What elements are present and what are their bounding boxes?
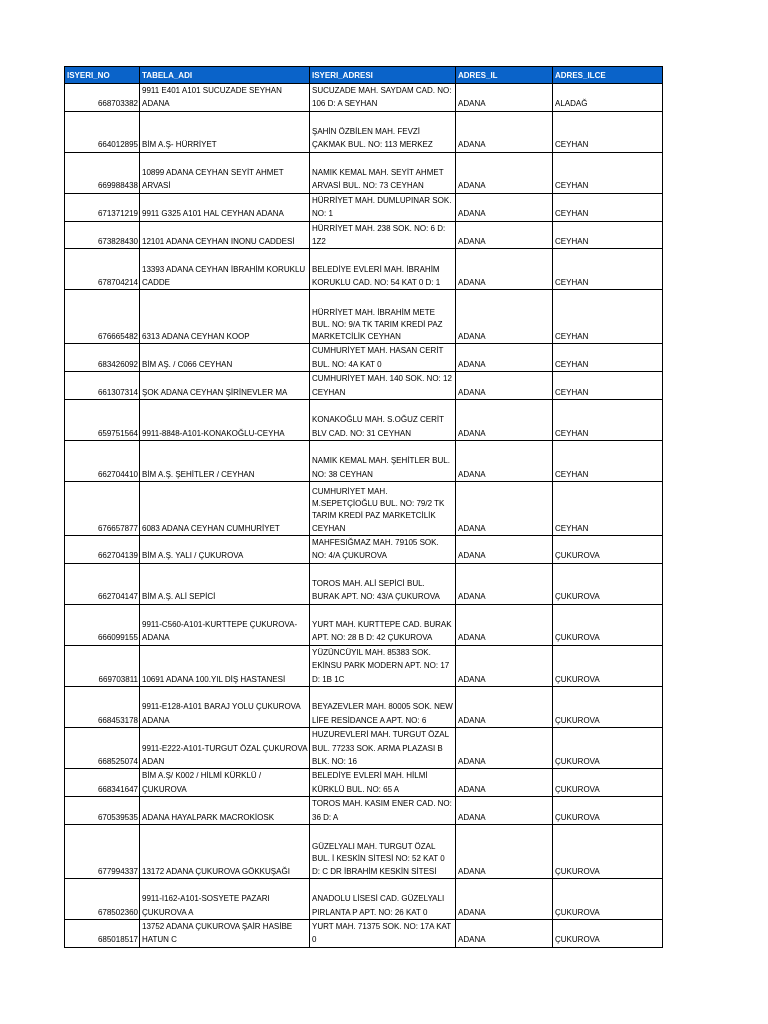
cell-adres-ilce: CEYHAN xyxy=(553,482,663,536)
table-row xyxy=(65,111,663,152)
table-row xyxy=(65,249,663,290)
cell-tabela-adi: 6313 ADANA CEYHAN KOOP xyxy=(140,290,310,344)
cell-isyeri-no: 683426092 xyxy=(65,344,140,372)
cell-isyeri-adresi: SUCUZADE MAH. SAYDAM CAD. NO: 106 D: A SEYHAN xyxy=(310,84,456,112)
cell-tabela-adi: BİM A.Ş/ K002 / HİLMİ KÜRKLÜ / ÇUKUROVA xyxy=(140,769,310,797)
table-header xyxy=(65,67,663,84)
table-row xyxy=(65,536,663,564)
cell-isyeri-no: 673828430 xyxy=(65,221,140,249)
cell-isyeri-adresi: CUMHURİYET MAH. 140 SOK. NO: 12 CEYHAN xyxy=(310,372,456,400)
cell-tabela-adi: 9911 E401 A101 SUCUZADE SEYHAN ADANA xyxy=(140,84,310,112)
cell-adres-il: ADANA xyxy=(456,372,553,400)
cell-adres-ilce: ÇUKUROVA xyxy=(553,728,663,769)
cell-isyeri-adresi: CUMHURİYET MAH. HASAN CERİT BUL. NO: 4A KAT 0 xyxy=(310,344,456,372)
cell-adres-il: ADANA xyxy=(456,152,553,193)
cell-adres-il: ADANA xyxy=(456,84,553,112)
cell-adres-il: ADANA xyxy=(456,563,553,604)
cell-isyeri-adresi: HÜRRİYET MAH. 238 SOK. NO: 6 D: 1Z2 xyxy=(310,221,456,249)
cell-isyeri-adresi: ŞAHİN ÖZBİLEN MAH. FEVZİ ÇAKMAK BUL. NO: 113 MERKEZ xyxy=(310,111,456,152)
cell-tabela-adi: 10691 ADANA 100.YIL DİŞ HASTANESİ xyxy=(140,645,310,686)
cell-isyeri-adresi: NAMIK KEMAL MAH. SEYİT AHMET ARVASİ BUL. NO: 73 CEYHAN xyxy=(310,152,456,193)
cell-adres-il: ADANA xyxy=(456,769,553,797)
table-body xyxy=(65,84,663,948)
cell-tabela-adi: 6083 ADANA CEYHAN CUMHURİYET xyxy=(140,482,310,536)
cell-isyeri-no: 685018517 xyxy=(65,919,140,947)
cell-isyeri-no: 669988438 xyxy=(65,152,140,193)
cell-adres-ilce: CEYHAN xyxy=(553,221,663,249)
cell-isyeri-no: 659751564 xyxy=(65,400,140,441)
cell-tabela-adi: 9911-I162-A101-SOSYETE PAZARI ÇUKUROVA A xyxy=(140,878,310,919)
cell-adres-ilce: ÇUKUROVA xyxy=(553,824,663,878)
cell-isyeri-no: 678502360 xyxy=(65,878,140,919)
cell-adres-ilce: ÇUKUROVA xyxy=(553,878,663,919)
cell-isyeri-no: 668341647 xyxy=(65,769,140,797)
cell-adres-ilce: ÇUKUROVA xyxy=(553,604,663,645)
cell-isyeri-adresi: YURT MAH. KURTTEPE CAD. BURAK APT. NO: 28 B D: 42 ÇUKUROVA xyxy=(310,604,456,645)
header-adres-ilce: ADRES_ILCE xyxy=(553,67,663,84)
cell-isyeri-no: 678704214 xyxy=(65,249,140,290)
cell-isyeri-no: 677994337 xyxy=(65,824,140,878)
cell-adres-il: ADANA xyxy=(456,878,553,919)
cell-adres-ilce: CEYHAN xyxy=(553,400,663,441)
cell-adres-il: ADANA xyxy=(456,824,553,878)
table-row xyxy=(65,372,663,400)
cell-isyeri-no: 661307314 xyxy=(65,372,140,400)
cell-isyeri-adresi: TOROS MAH. ALİ SEPİCİ BUL. BURAK APT. NO: 43/A ÇUKUROVA xyxy=(310,563,456,604)
cell-tabela-adi: BİM A.Ş. ŞEHİTLER / CEYHAN xyxy=(140,441,310,482)
cell-adres-il: ADANA xyxy=(456,193,553,221)
cell-adres-ilce: CEYHAN xyxy=(553,193,663,221)
cell-tabela-adi: 10899 ADANA CEYHAN SEYİT AHMET ARVASİ xyxy=(140,152,310,193)
table-row xyxy=(65,400,663,441)
cell-tabela-adi: 9911-8848-A101-KONAKOĞLU-CEYHA xyxy=(140,400,310,441)
cell-isyeri-adresi: BELEDİYE EVLERİ MAH. HİLMİ KÜRKLÜ BUL. NO: 65 A xyxy=(310,769,456,797)
table-row xyxy=(65,604,663,645)
cell-tabela-adi: ADANA HAYALPARK MACROKİOSK xyxy=(140,797,310,825)
cell-tabela-adi: BİM A.Ş- HÜRRİYET xyxy=(140,111,310,152)
cell-isyeri-no: 666099155 xyxy=(65,604,140,645)
cell-adres-il: ADANA xyxy=(456,645,553,686)
cell-adres-ilce: CEYHAN xyxy=(553,441,663,482)
header-isyeri-adresi: ISYERI_ADRESI xyxy=(310,67,456,84)
data-table xyxy=(64,66,663,948)
cell-adres-ilce: CEYHAN xyxy=(553,111,663,152)
cell-adres-ilce: CEYHAN xyxy=(553,344,663,372)
cell-adres-il: ADANA xyxy=(456,536,553,564)
cell-adres-ilce: ÇUKUROVA xyxy=(553,797,663,825)
cell-tabela-adi: 9911-C560-A101-KURTTEPE ÇUKUROVA-ADANA xyxy=(140,604,310,645)
cell-adres-ilce: ÇUKUROVA xyxy=(553,687,663,728)
cell-adres-ilce: ÇUKUROVA xyxy=(553,536,663,564)
cell-adres-il: ADANA xyxy=(456,290,553,344)
cell-tabela-adi: BİM A.Ş. ALİ SEPİCİ xyxy=(140,563,310,604)
table-row xyxy=(65,563,663,604)
table-row xyxy=(65,919,663,947)
cell-isyeri-adresi: TOROS MAH. KASIM ENER CAD. NO: 36 D: A xyxy=(310,797,456,825)
cell-adres-ilce: CEYHAN xyxy=(553,152,663,193)
cell-adres-il: ADANA xyxy=(456,221,553,249)
cell-adres-il: ADANA xyxy=(456,111,553,152)
cell-adres-ilce: ÇUKUROVA xyxy=(553,919,663,947)
header-adres-il: ADRES_IL xyxy=(456,67,553,84)
cell-isyeri-no: 670539535 xyxy=(65,797,140,825)
cell-adres-ilce: CEYHAN xyxy=(553,249,663,290)
cell-tabela-adi: BİM A.Ş. YALI / ÇUKUROVA xyxy=(140,536,310,564)
cell-adres-il: ADANA xyxy=(456,687,553,728)
cell-adres-ilce: CEYHAN xyxy=(553,372,663,400)
table-row xyxy=(65,482,663,536)
table-row xyxy=(65,769,663,797)
cell-isyeri-no: 668703382 xyxy=(65,84,140,112)
cell-adres-il: ADANA xyxy=(456,604,553,645)
table-row xyxy=(65,193,663,221)
cell-tabela-adi: 13752 ADANA ÇUKUROVA ŞAİR HASİBE HATUN C xyxy=(140,919,310,947)
cell-tabela-adi: BİM AŞ. / C066 CEYHAN xyxy=(140,344,310,372)
cell-isyeri-adresi: ANADOLU LİSESİ CAD. GÜZELYALI PIRLANTA P APT. NO: 26 KAT 0 xyxy=(310,878,456,919)
cell-isyeri-adresi: MAHFESIĞMAZ MAH. 79105 SOK. NO: 4/A ÇUKUROVA xyxy=(310,536,456,564)
cell-adres-il: ADANA xyxy=(456,400,553,441)
cell-adres-il: ADANA xyxy=(456,728,553,769)
cell-tabela-adi: 9911-E222-A101-TURGUT ÖZAL ÇUKUROVA ADAN xyxy=(140,728,310,769)
cell-isyeri-no: 662704139 xyxy=(65,536,140,564)
cell-isyeri-adresi: YURT MAH. 71375 SOK. NO: 17A KAT 0 xyxy=(310,919,456,947)
cell-tabela-adi: 13172 ADANA ÇUKUROVA GÖKKUŞAĞI xyxy=(140,824,310,878)
cell-tabela-adi: 12101 ADANA CEYHAN INONU CADDESİ xyxy=(140,221,310,249)
cell-isyeri-no: 668453178 xyxy=(65,687,140,728)
cell-adres-ilce: ÇUKUROVA xyxy=(553,563,663,604)
table-row xyxy=(65,84,663,112)
cell-isyeri-no: 669703811 xyxy=(65,645,140,686)
cell-isyeri-no: 676665482 xyxy=(65,290,140,344)
cell-isyeri-adresi: NAMIK KEMAL MAH. ŞEHİTLER BUL. NO: 38 CEYHAN xyxy=(310,441,456,482)
cell-isyeri-adresi: YÜZÜNCÜYIL MAH. 85383 SOK. EKİNSU PARK MODERN APT. NO: 17 D: 1B 1C xyxy=(310,645,456,686)
table-row xyxy=(65,728,663,769)
table-row xyxy=(65,441,663,482)
table-row xyxy=(65,152,663,193)
cell-adres-il: ADANA xyxy=(456,919,553,947)
cell-adres-ilce: ÇUKUROVA xyxy=(553,769,663,797)
cell-adres-il: ADANA xyxy=(456,482,553,536)
table-row xyxy=(65,221,663,249)
table-row xyxy=(65,645,663,686)
cell-adres-il: ADANA xyxy=(456,249,553,290)
cell-adres-il: ADANA xyxy=(456,797,553,825)
cell-isyeri-no: 668525074 xyxy=(65,728,140,769)
cell-isyeri-adresi: HÜRRİYET MAH. DUMLUPINAR SOK. NO: 1 xyxy=(310,193,456,221)
cell-isyeri-no: 662704147 xyxy=(65,563,140,604)
cell-isyeri-no: 662704410 xyxy=(65,441,140,482)
cell-tabela-adi: 13393 ADANA CEYHAN İBRAHİM KORUKLU CADDE xyxy=(140,249,310,290)
cell-tabela-adi: ŞOK ADANA CEYHAN ŞİRİNEVLER MA xyxy=(140,372,310,400)
header-row xyxy=(65,67,663,84)
cell-isyeri-adresi: HUZUREVLERİ MAH. TURGUT ÖZAL BUL. 77233 SOK. ARMA PLAZASI B BLK. NO: 16 xyxy=(310,728,456,769)
cell-tabela-adi: 9911-E128-A101 BARAJ YOLU ÇUKUROVA ADANA xyxy=(140,687,310,728)
cell-isyeri-no: 676657877 xyxy=(65,482,140,536)
cell-adres-il: ADANA xyxy=(456,344,553,372)
cell-isyeri-adresi: GÜZELYALI MAH. TURGUT ÖZAL BUL. İ KESKİN SİTESİ NO: 52 KAT 0 D: C DR İBRAHİM KESKİN SİTESİ xyxy=(310,824,456,878)
cell-adres-ilce: CEYHAN xyxy=(553,290,663,344)
header-tabela-adi: TABELA_ADI xyxy=(140,67,310,84)
cell-isyeri-adresi: HÜRRİYET MAH. İBRAHİM METE BUL. NO: 9/A TK TARIM KREDİ PAZ MARKETCİLİK CEYHAN xyxy=(310,290,456,344)
cell-adres-ilce: ÇUKUROVA xyxy=(553,645,663,686)
cell-tabela-adi: 9911 G325 A101 HAL CEYHAN ADANA xyxy=(140,193,310,221)
cell-isyeri-adresi: CUMHURİYET MAH. M.SEPETÇİOĞLU BUL. NO: 79/2 TK TARIM KREDİ PAZ MARKETCİLİK CEYHAN xyxy=(310,482,456,536)
table-row xyxy=(65,687,663,728)
table-row xyxy=(65,797,663,825)
cell-isyeri-adresi: KONAKOĞLU MAH. S.OĞUZ CERİT BLV CAD. NO: 31 CEYHAN xyxy=(310,400,456,441)
header-isyeri-no: ISYERI_NO xyxy=(65,67,140,84)
table-row xyxy=(65,344,663,372)
cell-adres-ilce: ALADAĞ xyxy=(553,84,663,112)
cell-isyeri-no: 664012895 xyxy=(65,111,140,152)
table-row xyxy=(65,290,663,344)
table-row xyxy=(65,878,663,919)
cell-isyeri-adresi: BELEDİYE EVLERİ MAH. İBRAHİM KORUKLU CAD. NO: 54 KAT 0 D: 1 xyxy=(310,249,456,290)
cell-adres-il: ADANA xyxy=(456,441,553,482)
cell-isyeri-adresi: BEYAZEVLER MAH. 80005 SOK. NEW LİFE RESİDANCE A APT. NO: 6 xyxy=(310,687,456,728)
cell-isyeri-no: 671371219 xyxy=(65,193,140,221)
table-row xyxy=(65,824,663,878)
